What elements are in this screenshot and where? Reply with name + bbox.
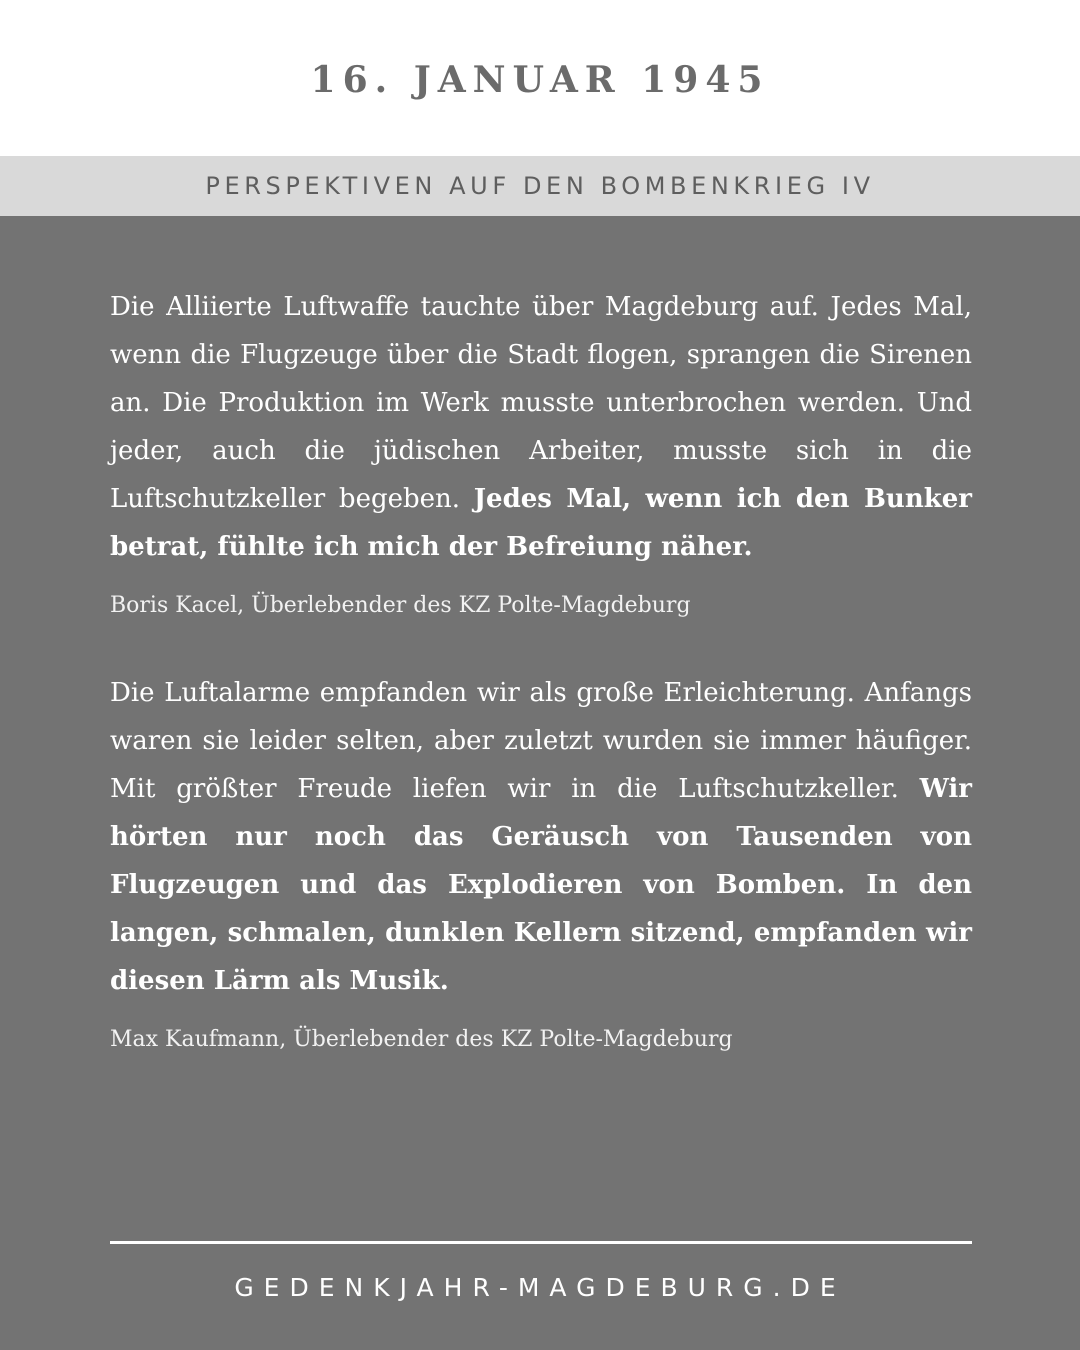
quote-text: [110, 283, 972, 571]
header: [0, 0, 1080, 156]
quote-text: [110, 669, 972, 1005]
website-link[interactable]: GEDENKJAHR-MAGDEBURG.DE: [234, 1273, 846, 1302]
quote-attribution: Max Kaufmann, Überlebender des KZ Polte-Magdeburg: [110, 1027, 733, 1052]
quote-plain-text: Die Luftalarme empfanden wir als große Erleichterung. Anfangs waren sie leider selten, aber zuletzt wurden sie immer häufiger. Mit größter Freude liefen wir in die Luftschutzkeller.: [110, 678, 972, 804]
quote-highlight-text: Wir hörten nur noch das Geräusch von Tausenden von Flugzeugen und das Explodieren von Bomben. In den langen, schmalen, dunklen Kellern sitzend, empfanden wir diesen Lärm als Musik.: [110, 774, 972, 996]
subtitle-band: [0, 156, 1080, 216]
quotes-section: [110, 283, 972, 1055]
footer-divider: [110, 1241, 972, 1244]
page-title: 16. JANUAR 1945: [310, 59, 770, 101]
quote-plain-text: Die Alliierte Luftwaffe tauchte über Magdeburg auf. Jedes Mal, wenn die Flugzeuge über die Stadt flogen, sprangen die Sirenen an. Die Produktion im Werk musste unterbrochen werden. Und jeder, auch die jüdischen Arbeiter, musste sich in die Luftschutzkeller begeben.: [110, 292, 972, 514]
page-subtitle: PERSPEKTIVEN AUF DEN BOMBENKRIEG IV: [205, 172, 875, 200]
quote-highlight-text: Jedes Mal, wenn ich den Bunker betrat, fühlte ich mich der Befreiung näher.: [110, 484, 972, 562]
quote-attribution: Boris Kacel, Überlebender des KZ Polte-Magdeburg: [110, 593, 691, 618]
